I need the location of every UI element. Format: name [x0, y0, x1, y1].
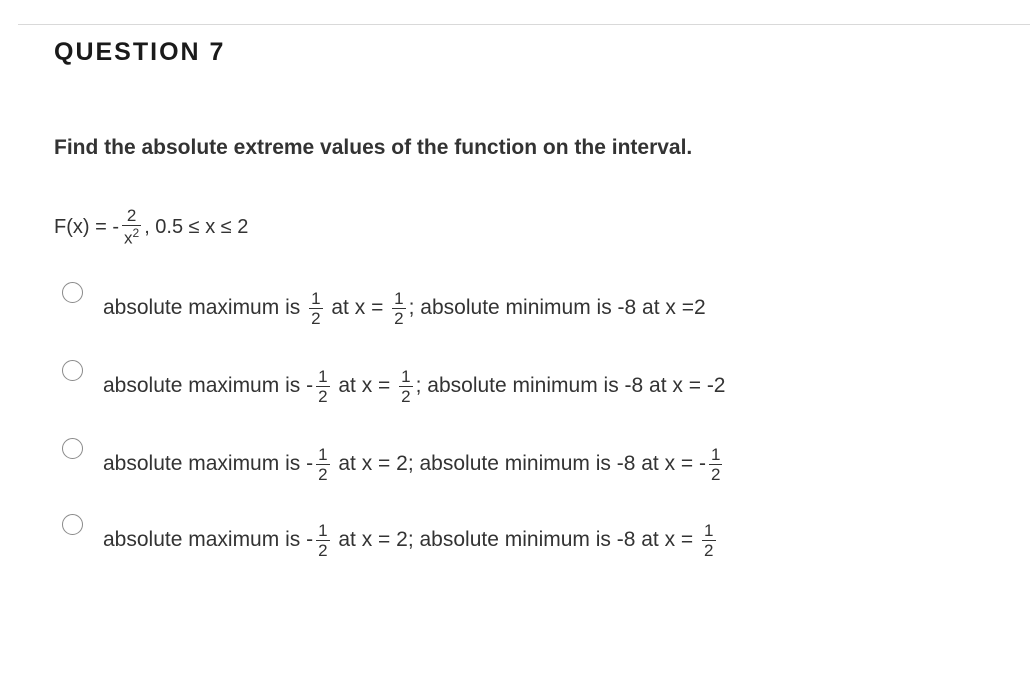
question-prompt: Find the absolute extreme values of the function on the interval.: [54, 136, 693, 159]
option-fraction: [399, 368, 412, 405]
option-text-part: at x =: [332, 374, 397, 397]
radio-button[interactable]: [62, 438, 83, 459]
fraction-numerator: 1: [401, 366, 411, 386]
option-text-part: at x =: [325, 296, 390, 319]
fraction-numerator: 1: [711, 444, 721, 464]
option-fraction: [316, 446, 329, 483]
option-text-part: ; absolute minimum is -8 at x = -2: [415, 374, 726, 397]
option-label[interactable]: [103, 442, 725, 486]
option-text-part: at x = 2; absolute minimum is -8 at x = -: [332, 452, 707, 475]
radio-button[interactable]: [62, 360, 83, 381]
fraction-denominator: 2: [318, 386, 328, 406]
option-fraction: [309, 290, 322, 327]
fraction-denominator: 2: [401, 386, 411, 406]
option-fraction: [392, 290, 405, 327]
answer-option-1[interactable]: [62, 282, 1002, 342]
fraction-numerator: 1: [394, 288, 404, 308]
fraction-numerator: 1: [704, 520, 714, 540]
option-text-part: ; absolute minimum is -8 at x =2: [408, 296, 706, 319]
fraction-denominator: 2: [394, 308, 404, 328]
answer-option-3[interactable]: [62, 438, 1002, 498]
option-label[interactable]: [103, 518, 719, 562]
function-denominator: [122, 226, 141, 247]
fraction-numerator: 1: [318, 444, 328, 464]
option-label[interactable]: [103, 286, 706, 330]
question-title: QUESTION 7: [54, 38, 226, 66]
fraction-numerator: 1: [311, 288, 321, 308]
fraction-numerator: 1: [318, 366, 328, 386]
fraction-denominator: 2: [704, 540, 714, 560]
function-fraction: [122, 207, 141, 247]
option-text-part: absolute maximum is -: [103, 528, 314, 551]
top-divider: [18, 24, 1030, 25]
option-fraction: [702, 522, 715, 559]
radio-button[interactable]: [62, 514, 83, 535]
fraction-denominator: 2: [318, 540, 328, 560]
option-fraction: [316, 368, 329, 405]
function-lhs: F(x) = -: [54, 215, 119, 238]
function-numerator: 2: [126, 206, 137, 226]
denominator-base: x: [124, 228, 133, 248]
function-definition: [54, 196, 248, 258]
option-fraction: [316, 522, 329, 559]
radio-button[interactable]: [62, 282, 83, 303]
answer-option-2[interactable]: [62, 360, 1002, 420]
denominator-exponent: 2: [132, 226, 140, 241]
option-fraction: [709, 446, 722, 483]
fraction-denominator: 2: [311, 308, 321, 328]
option-text-part: absolute maximum is: [103, 296, 307, 319]
fraction-numerator: 1: [318, 520, 328, 540]
fraction-denominator: 2: [711, 464, 721, 484]
answer-option-4[interactable]: [62, 514, 1002, 574]
option-text-part: absolute maximum is -: [103, 452, 314, 475]
option-text-part: at x = 2; absolute minimum is -8 at x =: [332, 528, 700, 551]
option-label[interactable]: [103, 364, 726, 408]
function-interval: , 0.5 ≤ x ≤ 2: [144, 215, 249, 238]
fraction-denominator: 2: [318, 464, 328, 484]
option-text-part: absolute maximum is -: [103, 374, 314, 397]
